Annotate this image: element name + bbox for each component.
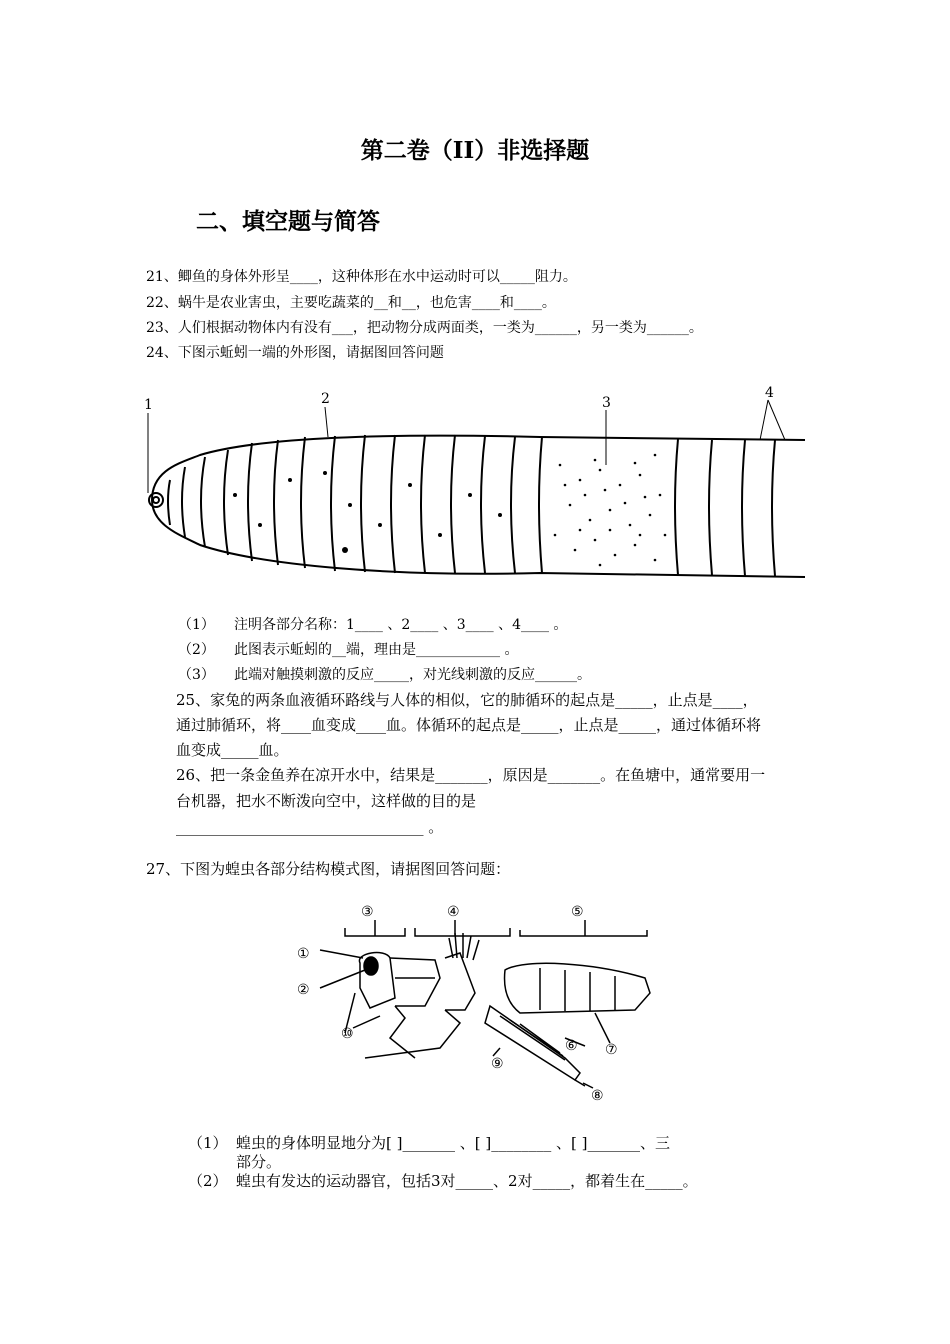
question-22: 22、蜗牛是农业害虫，主要吃蔬菜的__和__，也危害____和____。 [146, 295, 556, 311]
locust-label-8: ⑧ [591, 1088, 604, 1104]
q24-sub3-num: （3） [178, 667, 215, 683]
question-24: 24、下图示蚯蚓一端的外形图，请据图回答问题 [146, 345, 444, 361]
section-heading: 二、填空题与简答 [196, 208, 380, 235]
q27-sub1-text2: 部分。 [236, 1153, 282, 1171]
locust-label-5: ⑤ [571, 904, 584, 920]
worm-label-3: 3 [602, 395, 611, 411]
locust-label-3: ③ [361, 904, 374, 920]
question-26-line3: _________________________________ 。 [176, 818, 444, 836]
q27-sub1-text: 蝗虫的身体明显地分为[ ]_______ 、[ ]________ 、[ ]_______、三 [236, 1134, 670, 1152]
worm-label-2: 2 [321, 391, 330, 407]
locust-label-2: ② [297, 982, 310, 998]
question-25-line1: 25、家兔的两条血液循环路线与人体的相似，它的肺循环的起点是_____，止点是____， [176, 691, 758, 709]
locust-label-6: ⑥ [565, 1038, 578, 1054]
clitellum-dots [554, 454, 667, 567]
question-27: 27、下图为蝗虫各部分结构模式图，请据图回答问题： [146, 860, 511, 878]
q24-sub3-text: 此端对触摸刺激的反应_____，对光线刺激的反应______。 [234, 667, 591, 683]
question-25-line2: 通过肺循环，将____血变成____血。体循环的起点是_____，止点是_____，通过体循环将 [176, 716, 762, 734]
earthworm-figure [140, 385, 810, 585]
q24-sub1-num: （1） [178, 617, 215, 633]
locust-label-10: ⑩ [341, 1026, 354, 1042]
q27-sub2-text: 蝗虫有发达的运动器官，包括3对_____、2对_____，都着生在_____。 [236, 1172, 698, 1190]
question-25-line3: 血变成_____血。 [176, 741, 289, 759]
worm-label-1: 1 [144, 397, 153, 413]
q24-sub2-text: 此图表示蚯蚓的__端，理由是____________ 。 [234, 642, 519, 658]
question-23: 23、人们根据动物体内有没有___，把动物分成两面类，一类为______，另一类为______。 [146, 320, 703, 336]
question-21: 21、鲫鱼的身体外形呈____，这种体形在水中运动时可以_____阻力。 [146, 269, 577, 285]
locust-figure [295, 898, 655, 1108]
locust-label-9: ⑨ [491, 1056, 504, 1072]
locust-label-7: ⑦ [605, 1042, 618, 1058]
q27-sub1-num: （1） [188, 1134, 228, 1152]
question-26-line2: 台机器，把水不断泼向空中，这样做的目的是 [176, 792, 477, 810]
worm-label-4: 4 [765, 385, 774, 401]
page-title: 第二卷（II）非选择题 [360, 137, 590, 164]
q27-sub2-num: （2） [188, 1172, 228, 1190]
question-26-line1: 26、把一条金鱼养在凉开水中，结果是_______，原因是_______。在鱼塘中，通常要用一 [176, 766, 766, 784]
q24-sub1-text: 注明各部分名称：1____ 、2____ 、3____ 、4____ 。 [234, 617, 568, 633]
q24-sub2-num: （2） [178, 642, 215, 658]
locust-label-4: ④ [447, 904, 460, 920]
locust-label-1: ① [297, 946, 310, 962]
